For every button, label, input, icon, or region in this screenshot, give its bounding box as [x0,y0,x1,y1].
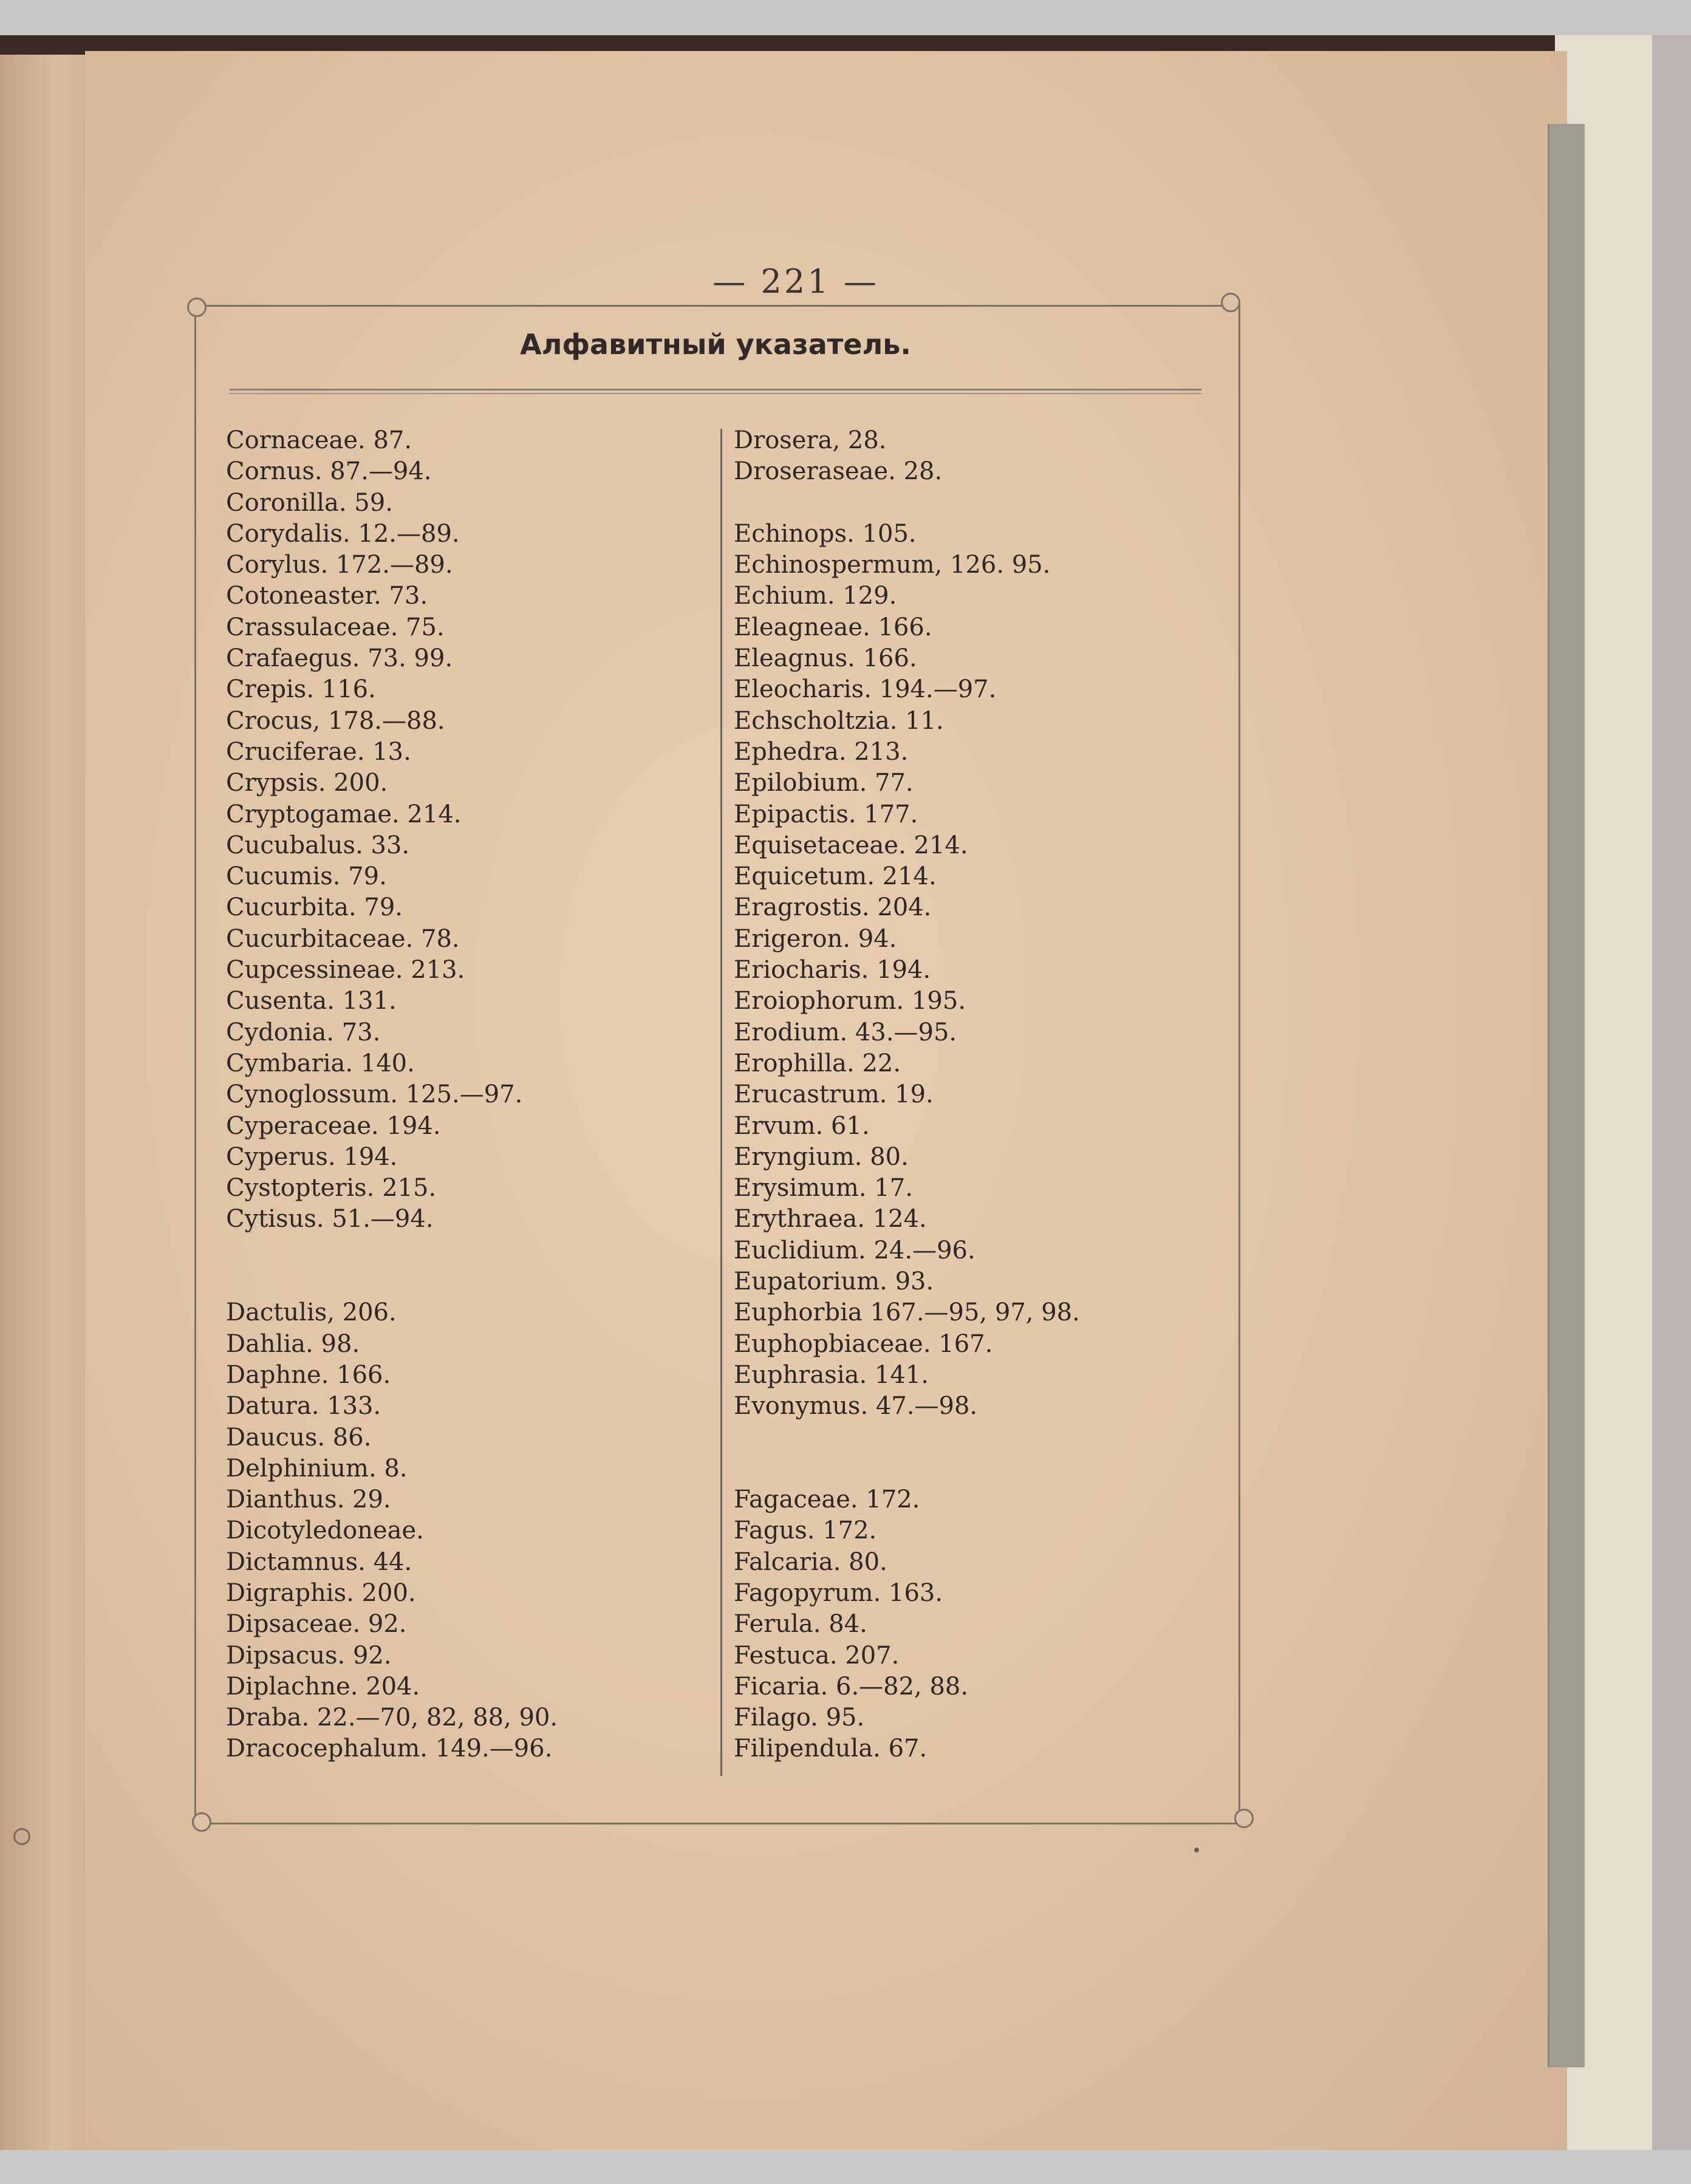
index-entry: Evonymus. 47.—98. [734,1392,978,1421]
index-entry: Dianthus. 29. [226,1486,391,1514]
index-entry: Equicetum. 214. [734,862,937,891]
index-entry: Eroiophorum. 195. [734,987,966,1015]
index-entry: Dahlia. 98. [226,1329,360,1358]
index-entry: Eriocharis. 194. [734,956,931,985]
frame-corner-ornament [1234,1809,1254,1828]
index-entry: Draba. 22.—70, 82, 88, 90. [226,1704,558,1732]
index-entry: Filago. 95. [734,1704,865,1732]
index-entry: Euphorbia 167.—95, 97, 98. [734,1298,1080,1327]
index-entry: Eleagneae. 166. [734,613,932,641]
index-entry: Cucubalus. 33. [226,831,410,859]
index-entry: Fagaceae. 172. [734,1486,920,1514]
index-entry: Echinospermum, 126. 95. [734,551,1051,579]
index-entry: Dracocephalum. 149.—96. [226,1735,553,1763]
index-entry: Erucastrum. 19. [734,1080,934,1109]
index-entry: Dipsacus. 92. [226,1641,392,1670]
index-entry: Crocus, 178.—88. [226,706,445,735]
index-gap [226,1266,558,1297]
index-entry: Fagus. 172. [734,1517,877,1545]
ink-dot [1194,1848,1199,1852]
index-entry: Cusenta. 131. [226,987,397,1015]
index-entry: Echinops. 105. [734,519,917,548]
index-entry: Equisetaceae. 214. [734,831,968,859]
index-entry: Ferula. 84. [734,1610,867,1639]
index-entry: Cucurbitaceae. 78. [226,924,460,953]
index-entry: Cornaceae. 87. [226,426,412,454]
index-column-left [226,425,558,1765]
index-entry: Eryngium. 80. [734,1142,909,1171]
index-entry: Eupatorium. 93. [734,1268,934,1296]
index-entry: Cytisus. 51.—94. [226,1205,434,1234]
index-entry: Dictamnus. 44. [226,1548,412,1576]
index-entry: Cupcessineae. 213. [226,956,465,985]
index-entry: Falcaria. 80. [734,1548,887,1576]
index-entry: Crepis. 116. [226,675,376,704]
frame-corner-ornament [1221,293,1240,312]
title-rule [230,389,1201,394]
index-entry: Euphrasia. 141. [734,1360,929,1389]
index-entry: Euclidium. 24.—96. [734,1236,975,1264]
index-entry: Cotoneaster. 73. [226,582,428,610]
index-entry: Delphinium. 8. [226,1454,408,1483]
index-entry: Ervum. 61. [734,1111,870,1140]
index-entry: Filipendula. 67. [734,1735,927,1763]
index-entry: Fagopyrum. 163. [734,1578,943,1607]
index-entry: Digraphis. 200. [226,1578,416,1607]
index-entry: Cruciferae. 13. [226,737,411,766]
index-entry: Eragrostis. 204. [734,893,932,922]
frame-corner-ornament [187,298,207,317]
index-gap [734,1453,1080,1484]
index-entry: Epipactis. 177. [734,800,918,828]
index-entry: Daphne. 166. [226,1360,391,1389]
index-entry: Echium. 129. [734,582,897,610]
index-entry: Cryptogamae. 214. [226,800,462,828]
index-entry: Festuca. 207. [734,1641,900,1670]
page-number: — 221 — [712,262,879,301]
index-entry: Cyperaceae. 194. [226,1111,441,1140]
index-gap [226,1235,558,1266]
index-title: Алфавитный указатель. [520,328,911,361]
index-entry: Cynoglossum. 125.—97. [226,1080,523,1109]
index-entry: Euphopbiaceae. 167. [734,1329,993,1358]
index-entry: Cucurbita. 79. [226,893,403,922]
index-entry: Cyperus. 194. [226,1142,398,1171]
scan-background-right [1652,35,1691,2150]
index-entry: Crypsis. 200. [226,769,388,797]
column-divider [720,429,722,1776]
index-gap [734,488,1080,519]
index-entry: Eleocharis. 194.—97. [734,675,997,704]
index-entry: Erigeron. 94. [734,924,897,953]
worn-page-edge [1548,124,1585,2067]
index-entry: Ephedra. 213. [734,737,909,766]
index-entry: Eleagnus. 166. [734,644,917,673]
index-entry: Cornus. 87.—94. [226,457,432,486]
index-entry: Dactulis, 206. [226,1298,397,1327]
index-entry: Cucumis. 79. [226,862,387,891]
index-column-right [734,425,1080,1765]
index-entry: Dipsaceae. 92. [226,1610,407,1639]
index-entry: Cymbaria. 140. [226,1049,415,1077]
index-entry: Droseraseae. 28. [734,457,943,486]
index-entry: Datura. 133. [226,1392,381,1421]
index-entry: Cydonia. 73. [226,1018,381,1046]
index-entry: Corydalis. 12.—89. [226,519,460,548]
index-entry: Crassulaceae. 75. [226,613,445,641]
frame-corner-ornament [192,1812,211,1832]
index-entry: Diplachne. 204. [226,1672,420,1701]
ornament-mark [13,1828,30,1845]
index-entry: Corylus. 172.—89. [226,551,453,579]
index-entry: Drosera, 28. [734,426,887,454]
index-entry: Daucus. 86. [226,1423,372,1452]
index-entry: Ficaria. 6.—82, 88. [734,1672,969,1701]
scan-background-top [0,0,1691,35]
index-entry: Erodium. 43.—95. [734,1018,957,1046]
index-entry: Coronilla. 59. [226,488,393,517]
index-entry: Crafaegus. 73. 99. [226,644,453,673]
index-entry: Erophilla. 22. [734,1049,901,1077]
index-entry: Echscholtzia. 11. [734,706,944,735]
index-entry: Erythraea. 124. [734,1205,927,1234]
index-entry: Dicotyledoneae. [226,1517,424,1545]
index-entry: Erysimum. 17. [734,1174,913,1203]
index-entry: Cystopteris. 215. [226,1174,437,1203]
index-entry: Epilobium. 77. [734,769,914,797]
index-gap [734,1422,1080,1453]
